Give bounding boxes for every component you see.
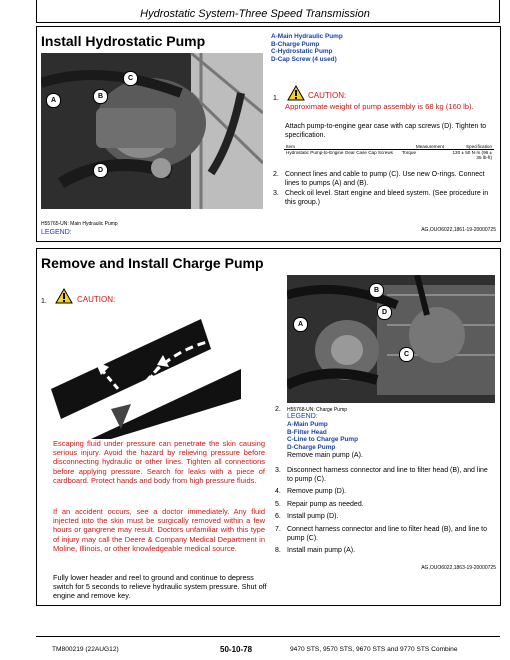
warning-text-2: If an accident occurs, see a doctor immediately. Any fluid injected into the skin must be surgically removed within a few hours or gangrene may result. Doctors unfamiliar with this type of injury may call the Deere & Company Medical Department in Moline, Illinois, or other knowledgeable medical source. [53,507,265,553]
photo-caption: H55768-UN: Charge Pump [287,407,348,413]
step-text: Check oil level. Start engine and bleed system. (See procedure in this group.) [285,190,489,206]
header-rule [36,22,500,23]
step-number: 8. [275,547,281,555]
legend-list [271,33,343,63]
step-item [275,526,495,543]
step-number: 2. [273,171,279,178]
step-item [273,171,495,188]
section-title: Install Hydrostatic Pump [41,33,206,49]
steps-list [273,171,495,207]
step-text: Remove pump (D). [287,488,347,496]
spec-col-item: Item [286,144,295,149]
legend-item: A-Main Hydraulic Pump [271,33,343,40]
step-number: 7. [275,525,281,533]
step-number: 3. [273,190,279,198]
spec-col-measure: Measurement [415,144,444,149]
page-header: Hydrostatic System-Three Speed Transmission [140,8,370,20]
step-text: Install pump (D). [287,513,339,521]
step-item [275,501,495,510]
callout-a: A [293,317,308,332]
callout-c: C [123,71,138,86]
section-install-hydrostatic-pump [36,26,501,242]
callout-b: B [93,89,108,104]
step-item [275,547,495,556]
footer-rule [36,636,500,637]
step-item [275,513,495,522]
step-number: 4. [275,488,281,496]
caution-label: CAUTION: [308,91,347,100]
photo-caption: H55765-UN: Main Hydraulic Pump [41,221,118,227]
step-number: 3. [275,467,281,474]
spec-col-spec: Specification [465,144,492,149]
spec-table [284,144,494,160]
step-number: 5. [275,500,281,508]
step-text: Repair pump as needed. [287,500,364,508]
attach-text: Attach pump-to-engine gear case with cap screws (D). Tighten to specification. [285,123,487,139]
spec-value: 130 ± 50 N·m (96 ± 35 lb-ft) [452,150,492,160]
callout-d: D [377,305,392,320]
spec-measure: Torque [402,150,417,155]
legend-list [287,421,358,451]
footer-page-number: 50-10-78 [220,645,253,654]
legend-item: C-Hydrostatic Pump [271,48,333,56]
legend-item: D-Cap Screw (4 used) [271,55,337,63]
warning-text-1: Escaping fluid under pressure can penetrate the skin causing serious injury. Avoid the hazard by relieving pressure before disconnecting hydraulic or other lines. Tighten all connections before applying pressure. Search for leaks with a piece of cardboard. Protect hands and body from high pressure fluids. [53,439,265,485]
caution-text: Approximate weight of pump assembly is 68 kg (160 lb). [285,102,474,111]
callout-d: D [93,163,108,178]
spec-row [284,150,494,161]
legend-label: LEGEND: [287,413,318,420]
caution-label: CAUTION: [77,295,116,304]
section-remove-install-charge-pump [36,248,501,606]
step-number: 6. [275,513,281,521]
legend-item: D-Charge Pump [287,443,336,451]
step-number: 1. [273,95,279,102]
step-text: Disconnect harness connector and line to filter head (B), and line to pump (C). [287,467,488,483]
legend-item: A-Main Pump [287,421,328,428]
reference-code: AG,OUO6022,1863-19-20000725 [421,565,496,571]
reference-code: AG,OUO6022,1861-19-20000725 [421,227,496,233]
step-number: 2. [275,406,281,413]
step-item [275,488,495,497]
step-number: 1. [41,298,47,305]
legend-item: B-Charge Pump [271,40,320,48]
spec-item: Hydrostatic Pump-to-Engine Gear Case Cap Screws [286,150,393,155]
main-hydraulic-pump-photo [41,53,263,209]
charge-pump-illustration [287,275,495,403]
step-item [275,467,495,484]
footer-left: TM800219 (22AUG12) [52,646,119,653]
step-item [273,190,495,207]
callout-a: A [46,93,61,108]
step-text: Install main pump (A). [287,547,356,555]
legend-item: B-Filter Head [287,428,327,436]
step-text: Connect lines and cable to pump (C). Use new O-rings. Connect lines to pumps (A) and (B). [285,171,485,187]
section-title: Remove and Install Charge Pump [41,255,264,271]
footer-right: 9470 STS, 9570 STS, 9670 STS and 9770 STS Combine [290,646,458,653]
steps-list [275,467,495,556]
bottom-instruction: Fully lower header and reel to ground and continue to depress switch for 5 seconds to relieve hydraulic system pressure. Shut off engine and remove key. [53,573,267,600]
pump-photo-illustration [41,53,263,209]
caution-icon [55,288,73,309]
legend-label: LEGEND: [41,229,72,236]
charge-pump-photo [287,275,495,403]
fluid-injection-illustration [51,309,241,439]
legend-item: C-Line to Charge Pump [287,436,359,444]
step-text: Connect harness connector and line to filter head (B), and line to pump (C). [287,525,488,542]
callout-c: C [399,347,414,362]
callout-b: B [369,283,384,298]
step-text: Remove main pump (A). [287,452,363,459]
